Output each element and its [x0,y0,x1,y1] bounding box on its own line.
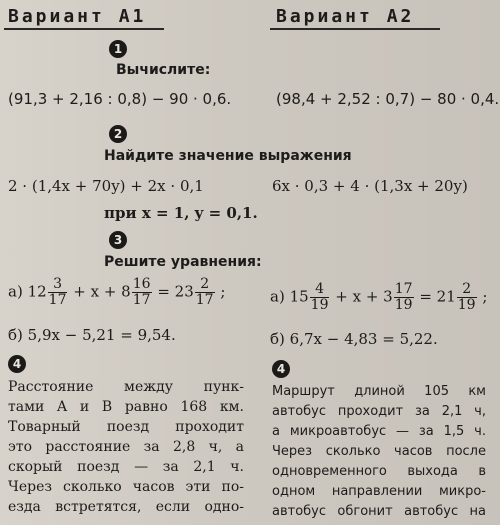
text-line: Маршрут длиной 105 км [272,384,486,399]
fraction [310,282,330,313]
text-line: Через сколько часов после [272,444,486,459]
eq-end: ; [482,287,488,306]
text-line: автобус проходит за 2,1 ч, [272,404,486,419]
variant-a1-underline [4,28,164,30]
fraction-numerator: 17 [394,281,413,297]
task-4-a2-number-badge: 4 [272,360,290,378]
fraction-denominator: 19 [394,297,413,313]
fraction-denominator: 19 [310,297,329,313]
text-line: автобус обгонит автобус на [272,504,486,519]
text-line: Через сколько часов эти по- [8,479,244,495]
fraction-numerator: 16 [132,276,151,292]
task-3-heading: Решите уравнения: [104,254,262,270]
task-4-a1-number-badge: 4 [8,355,26,373]
text-line: езда встретятся, если одно- [8,499,244,515]
text-line: скорый поезд — за 2,1 ч. [8,459,244,475]
fraction-numerator: 3 [48,277,68,293]
task-3-a1-equation-b: б) 5,9x − 5,21 = 9,54. [8,326,176,344]
fraction [48,277,68,308]
text-line: Товарный поезд проходит [8,419,244,435]
task-3-number-badge: 3 [109,231,127,249]
task-1-heading: Вычислите: [116,62,211,78]
fraction [394,282,414,313]
task-1-number-badge: 1 [109,40,127,58]
fraction-denominator: 17 [195,292,214,308]
eq-end: ; [220,282,226,301]
task-2-a1-expression: 2 · (1,4x + 70y) + 2x · 0,1 [8,177,204,195]
eq-middle: + x + 3 [335,287,393,306]
eq-middle: + x + 8 [73,282,131,301]
task-2-heading: Найдите значение выражения [104,148,352,164]
fraction-denominator: 19 [457,297,476,313]
eq-equals: = 21 [419,287,456,306]
task-2-condition: при x = 1, y = 0,1. [104,204,258,222]
task-1-a2-expression: (98,4 + 2,52 : 0,7) − 80 · 0,4. [276,90,500,108]
fraction [132,277,152,308]
task-2-a2-expression: 6x · 0,3 + 4 · (1,3x + 20y) [272,177,468,195]
task-3-a1-equation-a [8,277,225,308]
task-1-a1-expression: (91,3 + 2,16 : 0,8) − 90 · 0,6. [8,90,232,108]
fraction-denominator: 17 [48,292,67,308]
task-3-a2-equation-a [270,282,487,313]
text-line: а микроавтобус — за 1,5 ч. [272,424,486,439]
fraction [195,277,215,308]
text-line: Расстояние между пунк- [8,379,244,395]
fraction-numerator: 4 [310,282,330,298]
task-2-number-badge: 2 [109,125,127,143]
eq-prefix: а) 15 [270,287,309,306]
text-line: это расстояние за 2,8 ч, а [8,439,244,455]
variant-a2-title: Вариант А2 [276,6,415,27]
task-4-a1-problem-text [8,377,244,517]
task-4-a2-problem-text [272,382,486,522]
eq-equals: = 23 [157,282,194,301]
text-line: тами A и B равно 168 км. [8,399,244,415]
task-3-a2-equation-b: б) 6,7x − 4,83 = 5,22. [270,330,438,348]
text-line: одновременного выхода в [272,464,486,479]
fraction-numerator: 2 [195,277,215,293]
fraction [457,282,477,313]
fraction-numerator: 2 [457,282,477,298]
variant-a2-underline [270,28,440,30]
variant-a1-title: Вариант А1 [8,6,147,27]
eq-prefix: а) 12 [8,282,47,301]
fraction-denominator: 17 [132,292,151,308]
text-line: одном направлении микро- [272,484,486,499]
